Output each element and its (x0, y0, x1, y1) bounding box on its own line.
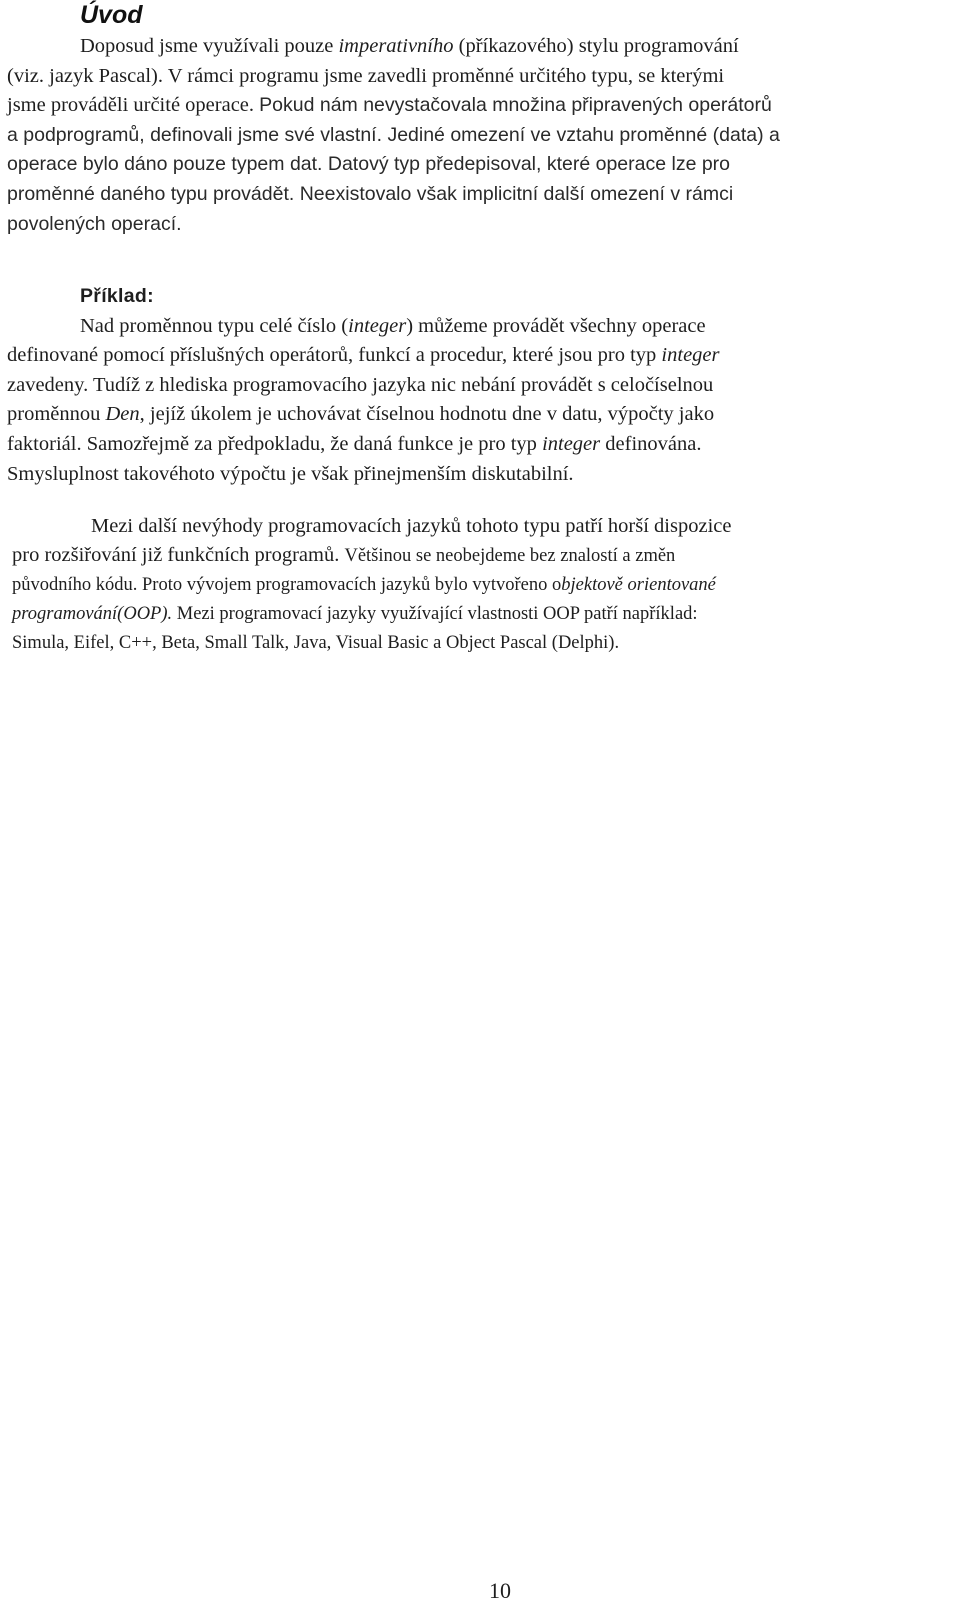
intro-line: a podprogramů, definovali jsme své vlastní. Jediné omezení ve vztahu proměnné (data) a (7, 123, 780, 146)
oop-paragraph (0, 512, 731, 658)
example-line: faktoriál. Samozřejmě za předpokladu, že daná funkce je pro typ integer definována. (7, 432, 702, 455)
example-line: proměnnou Den, jejíž úkolem je uchovávat číselnou hodnotu dne v datu, výpočty jako (7, 403, 715, 426)
intro-line: operace bylo dáno pouze typem dat. Datový typ předepisoval, které operace lze pro (7, 153, 731, 176)
example-line: definované pomocí příslušných operátorů, funkcí a procedur, které jsou pro typ integer (7, 344, 720, 367)
oop-line: programování(OOP). Mezi programovací jazyky využívající vlastnosti OOP patří například: (12, 604, 698, 624)
intro-line: povolených operací. (7, 212, 182, 235)
example-label: Příklad: (80, 285, 154, 307)
oop-line: původního kódu. Proto vývojem programovacích jazyků bylo vytvořeno objektově orientované (12, 575, 716, 595)
intro-line: (viz. jazyk Pascal). V rámci programu jsme zavedli proměnné určitého typu, se kterými (7, 64, 725, 87)
oop-line: pro rozšiřování již funkčních programů. Většinou se neobejdeme bez znalostí a změn (12, 544, 676, 566)
example-label-line (0, 282, 720, 312)
example-paragraph (0, 282, 720, 489)
page-number: 10 (489, 1578, 511, 1603)
intro-line: proměnné daného typu provádět. Neexistovalo však implicitní další omezení v rámci (7, 182, 734, 205)
intro-line: Doposud jsme využívali pouze imperativního (příkazového) stylu programování (80, 35, 739, 57)
section-heading: Úvod (80, 1, 143, 29)
oop-line: Mezi další nevýhody programovacích jazyků tohoto typu patří horší dispozice (91, 515, 732, 537)
intro-line: jsme prováděli určité operace. Pokud nám nevystačovala množina připravených operátorů (7, 94, 772, 117)
oop-line: Simula, Eifel, C++, Beta, Small Talk, Java, Visual Basic a Object Pascal (Delphi). (12, 633, 620, 653)
example-line: Smysluplnost takovéhoto výpočtu je však přinejmenším diskutabilní. (7, 462, 574, 485)
example-line: Nad proměnnou typu celé číslo (integer) můžeme provádět všechny operace (80, 314, 706, 337)
intro-paragraph (0, 32, 780, 239)
example-line: zavedeny. Tudíž z hlediska programovacího jazyka nic nebání provádět s celočíselnou (7, 373, 714, 396)
